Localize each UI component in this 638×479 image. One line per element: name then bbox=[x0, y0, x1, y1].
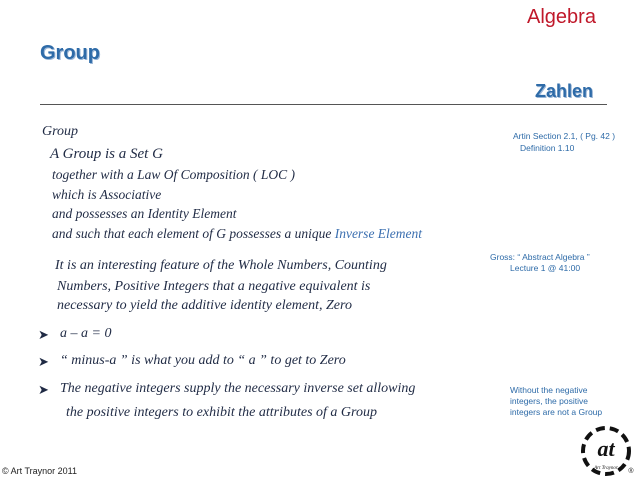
definition-line bbox=[52, 226, 422, 242]
paragraph-line: It is an interesting feature of the Whole Numbers, Counting bbox=[55, 258, 387, 273]
paragraph-line: Numbers, Positive Integers that a negative equivalent is bbox=[57, 279, 371, 294]
arrow-bullet-icon: ➤ bbox=[38, 382, 49, 397]
side-note: integers are not a Group bbox=[510, 407, 603, 417]
reference-note: Lecture 1 @ 41:00 bbox=[510, 263, 581, 273]
definition-line: and possesses an Identity Element bbox=[52, 206, 237, 221]
logo-text: at bbox=[597, 436, 615, 461]
arrow-bullet-icon: ➤ bbox=[38, 327, 49, 342]
inverse-element-highlight: Inverse Element bbox=[334, 226, 423, 241]
bullet-item-continuation: the positive integers to exhibit the attributes of a Group bbox=[66, 405, 377, 420]
reference-note: Definition 1.10 bbox=[520, 143, 575, 153]
bullet-item: a – a = 0 bbox=[60, 326, 112, 341]
definition-line: together with a Law Of Composition ( LOC ) bbox=[52, 167, 296, 182]
subject-title: Algebra bbox=[527, 6, 596, 28]
bullet-item: The negative integers supply the necessary inverse set allowing bbox=[60, 381, 416, 396]
logo-icon bbox=[580, 425, 636, 477]
reference-note: Gross: “ Abstract Algebra ” bbox=[490, 252, 590, 262]
header-divider bbox=[40, 104, 607, 105]
copyright-notice: © Art Traynor 2011 bbox=[2, 466, 78, 476]
paragraph-line: necessary to yield the additive identity element, Zero bbox=[57, 298, 352, 313]
arrow-bullet-icon: ➤ bbox=[38, 354, 49, 369]
reference-note: Artin Section 2.1, ( Pg. 42 ) bbox=[513, 131, 616, 141]
definition-line: A Group is a Set G bbox=[50, 146, 163, 162]
side-note: integers, the positive bbox=[510, 396, 588, 406]
registered-mark: ® bbox=[628, 468, 634, 475]
bullet-item: “ minus-a ” is what you add to “ a ” to get to Zero bbox=[60, 353, 346, 368]
definition-line: which is Associative bbox=[52, 187, 162, 202]
page-subtitle: Zahlen bbox=[535, 81, 594, 101]
section-heading: Group bbox=[42, 124, 79, 139]
side-note: Without the negative bbox=[510, 385, 588, 395]
logo-signature: Art Traynor bbox=[594, 466, 618, 471]
page-title: Group bbox=[40, 42, 100, 64]
definition-text: and such that each element of G possesses a unique bbox=[52, 226, 335, 241]
